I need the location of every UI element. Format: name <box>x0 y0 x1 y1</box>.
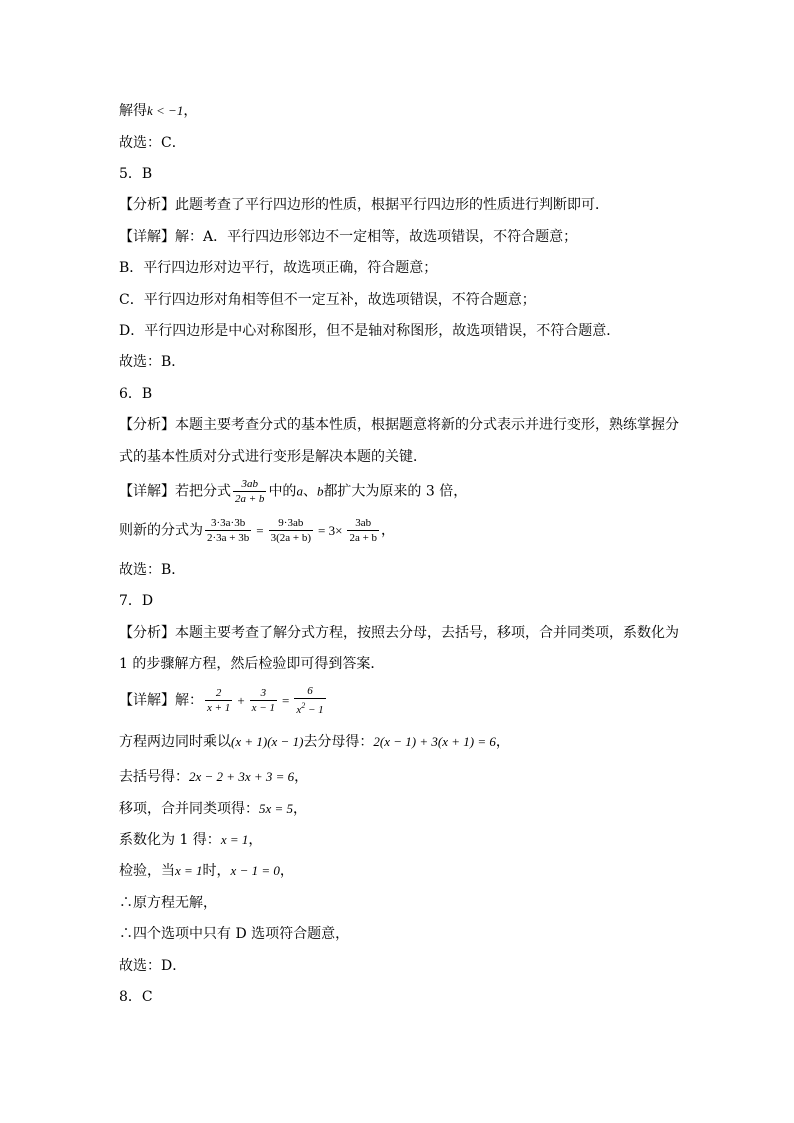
detail-line: 【详解】解：A．平行四边形邻边不一定相等，故选项错误，不符合题意； <box>119 229 578 245</box>
text: 【详解】解： <box>119 692 203 709</box>
numerator: 6 <box>294 684 325 699</box>
denominator: 2·3a + 3b <box>207 532 250 544</box>
answer-line: 故选：B． <box>119 562 186 578</box>
numerator: 3ab <box>347 516 379 531</box>
text: 、 <box>302 483 317 500</box>
equation: x = 1 <box>175 863 203 878</box>
option-line: B．平行四边形对边平行，故选项正确，符合题意； <box>119 260 438 276</box>
question-number: 6．B <box>119 386 153 402</box>
equation-line <box>119 733 510 751</box>
numerator: 9·3ab <box>269 516 313 531</box>
numerator: 2 <box>205 686 232 701</box>
denominator <box>294 699 325 717</box>
answer-line: 故选：D． <box>119 958 187 974</box>
text: 去括号得： <box>119 769 189 785</box>
analysis-line: 式的基本性质对分式进行变形是解决本题的关键． <box>119 449 427 465</box>
question-number: 7．D <box>119 593 154 609</box>
text: ， <box>248 832 263 848</box>
equation: x − 1 = 0 <box>230 863 280 878</box>
text: ， <box>294 769 309 785</box>
analysis-line: 1 的步骤解方程，然后检验即可得到答案． <box>119 656 385 672</box>
option-line: C．平行四边形对角相等但不一定互补，故选项错误，不符合题意； <box>119 292 536 308</box>
denominator: x + 1 <box>207 702 231 714</box>
text: 检验，当 <box>119 863 175 879</box>
plus-sign: + <box>237 692 245 708</box>
text: 【详解】若把分式 <box>119 483 231 500</box>
text: − 1 <box>305 704 324 716</box>
text: ， <box>279 863 294 879</box>
question-number: 8．C <box>119 989 153 1005</box>
numerator: 3·3a·3b <box>205 516 251 531</box>
fraction <box>250 686 277 715</box>
conclusion-line: ∴四个选项中只有 D 选项符合题意， <box>119 926 350 942</box>
detail-line <box>119 477 467 506</box>
text: 都扩大为原来的 3 倍， <box>323 483 468 500</box>
denominator: x − 1 <box>251 702 275 714</box>
equation-line <box>119 831 262 849</box>
expression: (x + 1)(x − 1) <box>231 734 304 749</box>
analysis-line: 【分析】本题主要考查了解分式方程，按照去分母，去括号，移项，合并同类项，系数化为 <box>119 625 679 641</box>
base: x <box>296 704 302 716</box>
exponent: 2 <box>301 701 306 710</box>
numerator: 3ab <box>233 477 266 492</box>
analysis-line: 【分析】本题主要考查分式的基本性质，根据题意将新的分式表示并进行变形，熟练掌握分 <box>119 417 679 433</box>
text: 解得 <box>119 103 147 119</box>
inequality: k < −1 <box>147 103 184 118</box>
equation: x = 1 <box>220 832 249 847</box>
fraction <box>205 516 251 545</box>
text: 系数化为 1 得： <box>119 832 221 848</box>
text: ， <box>183 103 198 119</box>
text: 中的 <box>268 483 297 500</box>
variable: b <box>316 483 324 499</box>
analysis-line: 【分析】此题考查了平行四边形的性质，根据平行四边形的性质进行判断即可． <box>119 197 609 213</box>
equation-line <box>119 768 308 786</box>
equation: 5x = 5 <box>259 801 294 816</box>
question-number: 5．B <box>119 166 153 182</box>
equation-line <box>119 800 307 818</box>
denominator: 2a + b <box>349 532 378 544</box>
fraction <box>269 516 313 545</box>
equals-sign: = <box>281 692 290 708</box>
fraction <box>347 516 379 545</box>
fraction <box>294 684 325 717</box>
text: 则新的分式为 <box>119 522 203 539</box>
denominator: 2a + b <box>235 493 265 505</box>
text: 去分母得： <box>303 734 374 750</box>
variable: a <box>296 483 303 499</box>
text: 移项，合并同类项得： <box>119 801 259 817</box>
denominator: 3(2a + b) <box>270 532 312 544</box>
equation-line <box>119 862 294 880</box>
text: 方程两边同时乘以 <box>119 734 231 750</box>
option-line: D．平行四边形是中心对称图形，但不是轴对称图形，故选项错误，不符合题意． <box>119 323 621 339</box>
conclusion-line: ∴原方程无解， <box>119 895 217 911</box>
numerator: 3 <box>250 686 277 701</box>
text: 时， <box>202 863 231 879</box>
text: ， <box>381 522 396 539</box>
fraction <box>205 686 232 715</box>
equation-line <box>119 516 395 545</box>
equals-sign: = 3× <box>318 522 343 538</box>
text: ， <box>495 734 510 750</box>
equation: 2(x − 1) + 3(x + 1) = 6 <box>373 734 496 749</box>
equation: 2x − 2 + 3x + 3 = 6 <box>189 769 295 784</box>
answer-line: 故选：B． <box>119 354 186 370</box>
equation-line <box>119 684 328 717</box>
answer-line: 故选：C． <box>119 135 186 151</box>
fraction <box>233 477 266 506</box>
text: ， <box>293 801 308 817</box>
solution-line <box>119 102 197 120</box>
equals-sign: = <box>256 522 264 538</box>
